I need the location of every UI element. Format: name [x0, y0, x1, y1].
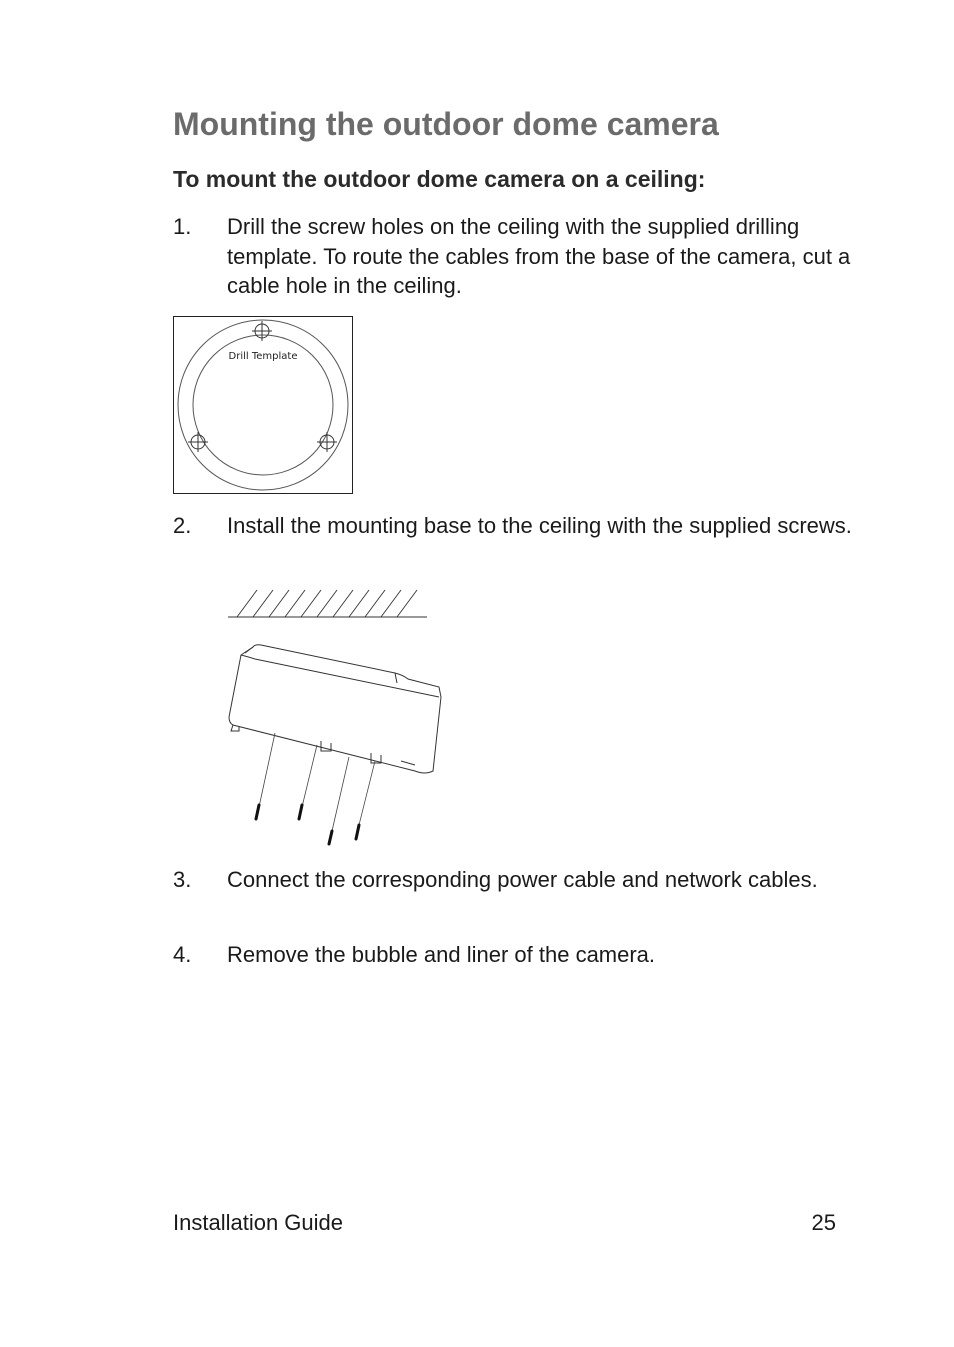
mounting-base-body — [229, 645, 441, 773]
step-text: Install the mounting base to the ceiling with the supplied screws. — [227, 513, 852, 538]
step-2 — [173, 511, 853, 541]
drill-template-diagram — [173, 316, 354, 496]
mounting-base-figure — [225, 585, 450, 855]
step-number: 2. — [173, 513, 192, 538]
ceiling-hatch — [228, 590, 427, 617]
step-text: Remove the bubble and liner of the camera. — [227, 942, 656, 967]
screws — [256, 805, 359, 844]
page-title: Mounting the outdoor dome camera — [173, 106, 719, 142]
step-1 — [173, 212, 853, 301]
step-4 — [173, 940, 853, 970]
footer-guide-name: Installation Guide — [173, 1210, 343, 1235]
drill-template-label: Drill Template — [228, 351, 298, 362]
step-3 — [173, 865, 853, 895]
step-number: 3. — [173, 867, 192, 892]
step-text: Drill the screw holes on the ceiling with the supplied drilling template. To route the cables from the base of the camera, cut a cable hole in the ceiling. — [227, 214, 851, 298]
drill-template-figure — [173, 316, 354, 501]
step-number: 4. — [173, 942, 192, 967]
mounting-base-diagram — [225, 585, 450, 850]
step-number: 1. — [173, 214, 192, 239]
footer-page-number: 25 — [811, 1210, 836, 1235]
step-text: Connect the corresponding power cable and network cables. — [227, 867, 818, 892]
procedure-heading: To mount the outdoor dome camera on a ceiling: — [173, 166, 706, 192]
